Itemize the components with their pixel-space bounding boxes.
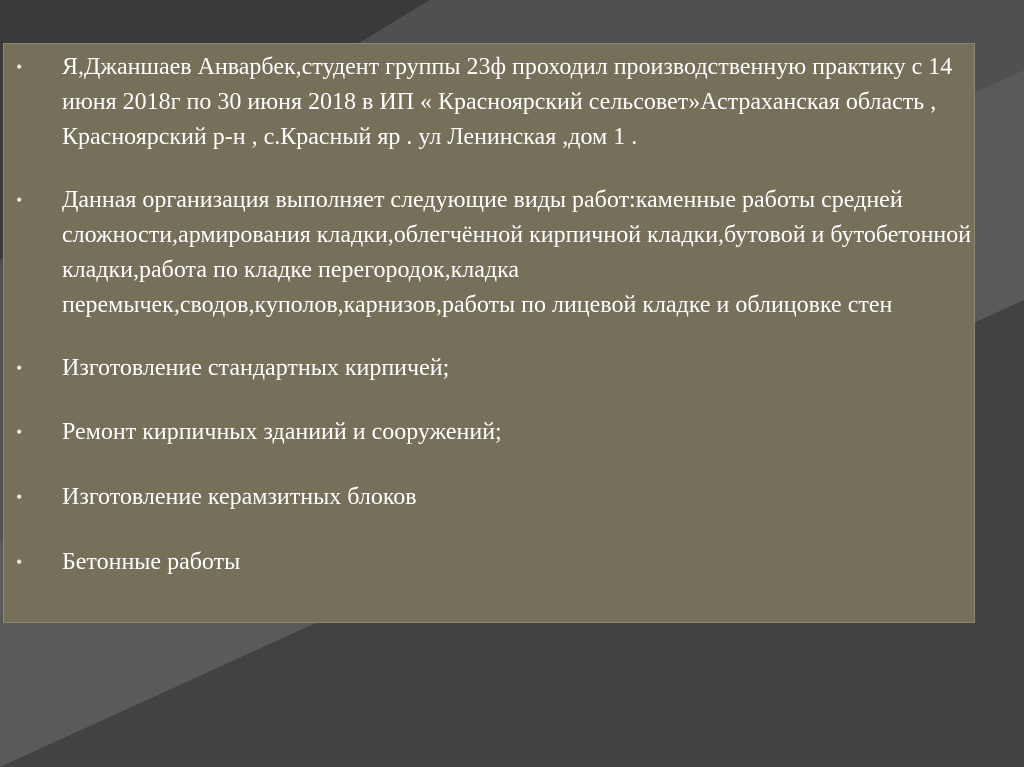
bullet-text: Изготовление стандартных кирпичей; [62, 355, 450, 381]
bullet-text: Изготовление керамзитных блоков [62, 484, 417, 510]
bullet-icon: • [16, 422, 23, 442]
bullet-icon: • [16, 487, 23, 507]
bullet-text: Ремонт кирпичных зданиий и сооружений; [62, 419, 502, 445]
bullet-text: Я,Джаншаев Анварбек,студент группы 23ф проходил производственную практику с 14 июня 2018г по 30 июня 2018 в ИП « Красноярский сельсовет»Астраханская область , Красноярский р-н , с.Красный яр . ул Ленинская ,дом 1 . [62, 54, 953, 150]
bullet-item-repair [16, 415, 976, 450]
bullet-list [16, 50, 976, 580]
bullet-icon: • [16, 552, 23, 572]
bullet-icon: • [16, 57, 23, 77]
bullet-item-concrete [16, 545, 976, 580]
bullet-item-works [16, 183, 976, 323]
bullet-item-bricks [16, 351, 976, 386]
bullet-item-practice [16, 50, 976, 155]
bullet-text: Данная организация выполняет следующие виды работ:каменные работы средней сложности,армирования кладки,облегчённой кирпичной кладки,бутовой и бутобетонной кладки,работа по кладке перегородок,кладка перемычек,сводов,куполов,карнизов,работы по лицевой кладке и облицовке стен [62, 187, 972, 318]
bullet-icon: • [16, 190, 23, 210]
bullet-item-blocks [16, 480, 976, 515]
bullet-text: Бетонные работы [62, 549, 241, 575]
bullet-icon: • [16, 358, 23, 378]
